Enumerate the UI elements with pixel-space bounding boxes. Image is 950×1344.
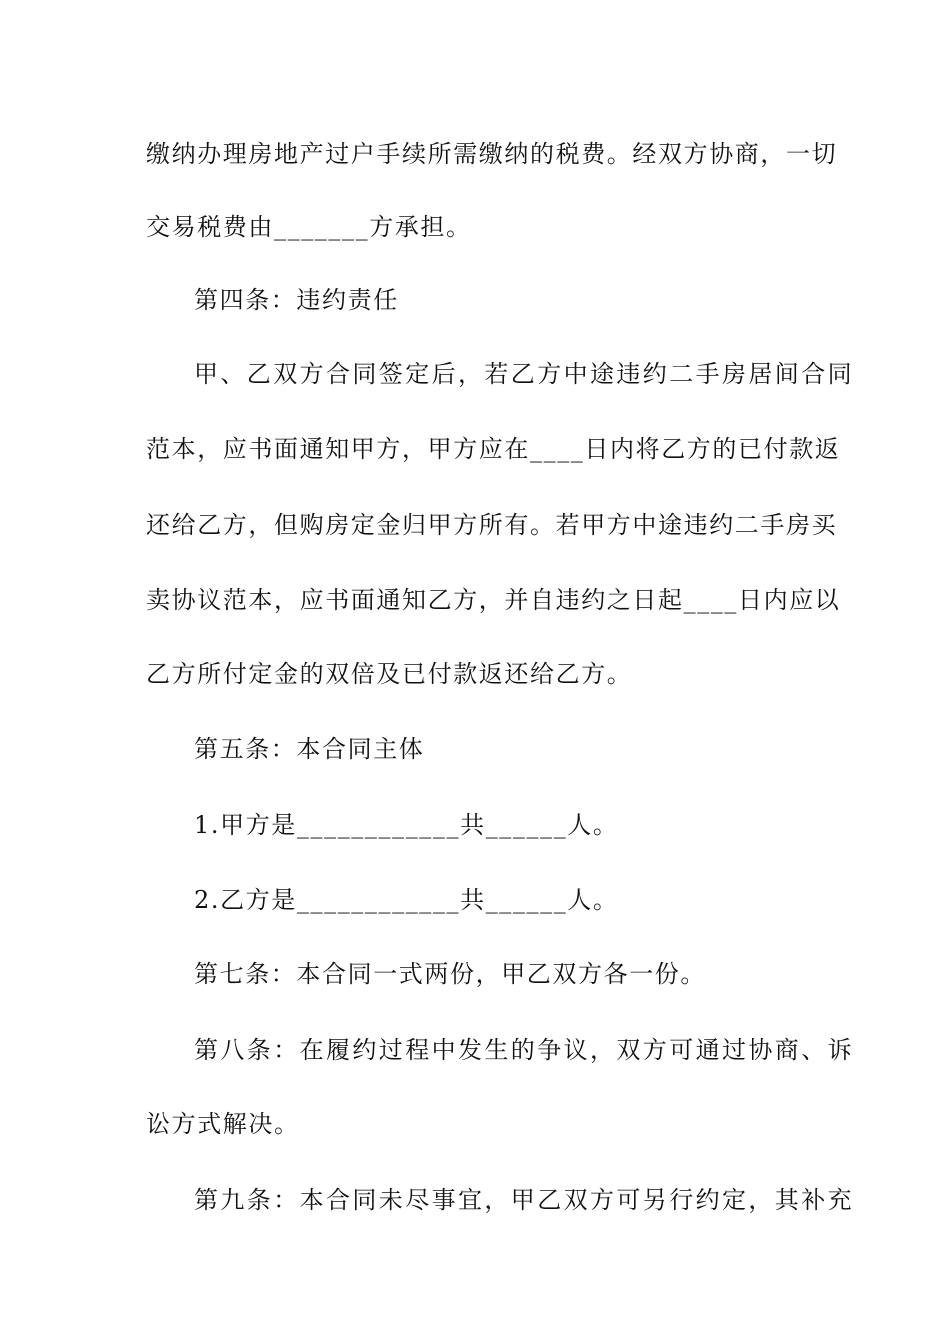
article-8-line: 第八条：在履约过程中发生的争议，双方可通过协商、诉 (194, 1036, 854, 1064)
paragraph-line: 甲、乙双方合同签定后，若乙方中途违约二手房居间合同 (194, 360, 854, 388)
paragraph-line: 乙方所付定金的双倍及已付款返还给乙方。 (146, 660, 633, 688)
paragraph-line: 缴纳办理房地产过户手续所需缴纳的税费。经双方协商，一切 (146, 140, 838, 168)
party-b-line: 2.乙方是____________共______人。 (194, 886, 619, 914)
article-7-line: 第七条：本合同一式两份，甲乙双方各一份。 (194, 960, 706, 988)
paragraph-line: 范本，应书面通知甲方，甲方应在____日内将乙方的已付款返 (146, 435, 841, 463)
article-9-line: 第九条：本合同未尽事宜，甲乙双方可另行约定，其补充 (194, 1186, 854, 1214)
paragraph-line: 还给乙方，但购房定金归甲方所有。若甲方中途违约二手房买 (146, 511, 838, 539)
section-heading-article-5: 第五条：本合同主体 (194, 735, 425, 763)
paragraph-line: 交易税费由_______方承担。 (146, 213, 472, 241)
paragraph-line: 讼方式解决。 (146, 1110, 300, 1138)
paragraph-line: 卖协议范本，应书面通知乙方，并自违约之日起____日内应以 (146, 586, 841, 614)
party-a-line: 1.甲方是____________共______人。 (194, 811, 619, 839)
section-heading-article-4: 第四条：违约责任 (194, 286, 399, 314)
